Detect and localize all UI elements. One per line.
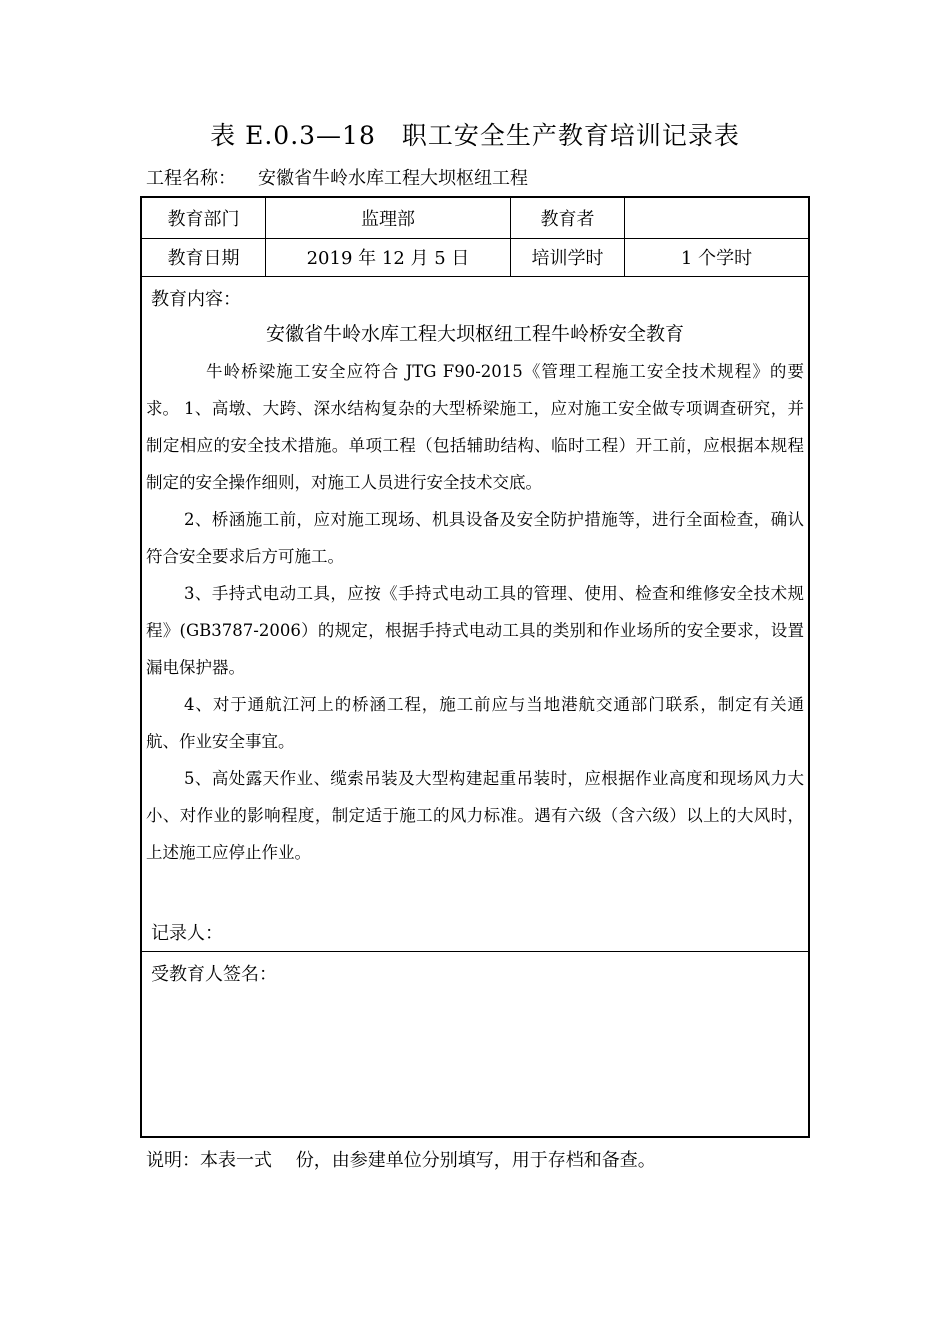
record-form-table [140,196,810,1138]
page-title: 表 E.0.3—18 职工安全生产教育培训记录表 [210,121,740,150]
education-content-label: 教育内容： [151,289,241,310]
content-paragraph: 牛岭桥梁施工安全应符合 JTG F90-2015《管理工程施工安全技术规程》的要求。 [146,362,804,418]
education-content-heading: 安徽省牛岭水库工程大坝枢纽工程牛岭桥安全教育 [265,323,684,345]
education-content-section [142,277,808,952]
form-note: 说明：本表一式 份，由参建单位分别填写，用于存档和备查。 [146,1150,656,1171]
project-name-value: 安徽省牛岭水库工程大坝枢纽工程 [258,168,528,189]
content-paragraph: 1、高墩、大跨、深水结构复杂的大型桥梁施工，应对施工安全做专项调查研究，并制定相应的安全技术措施。单项工程（包括辅助结构、临时工程）开工前，应根据本规程制定的安全操作细则，对施工人员进行安全技术交底。 [146,399,804,492]
education-date-label: 教育日期 [142,238,266,276]
table-row-department [142,198,808,239]
training-hours-value: 1 个学时 [680,248,753,269]
project-name-label: 工程名称： [146,168,236,189]
educator-label: 教育者 [511,198,625,238]
content-paragraph: 2、桥涵施工前，应对施工现场、机具设备及安全防护措施等，进行全面检查，确认符合安全要求后方可施工。 [146,510,804,566]
education-department-value: 监理部 [266,198,511,238]
educator-value [625,198,808,238]
education-date-value: 2019 年 12 月 5 日 [266,238,511,276]
education-department-label: 教育部门 [142,198,266,238]
project-name-line [146,164,528,190]
content-paragraph: 5、高处露天作业、缆索吊装及大型构建起重吊装时，应根据作业高度和现场风力大小、对作业的影响程度，制定适于施工的风力标准。遇有六级（含六级）以上的大风时，上述施工应停止作业。 [146,769,804,862]
content-paragraph: 4、对于通航江河上的桥涵工程，施工前应与当地港航交通部门联系，制定有关通航、作业安全事宜。 [146,695,804,751]
recorder-label: 记录人： [151,923,223,944]
table-row-date [142,238,808,277]
training-hours-label: 培训学时 [511,238,625,276]
content-paragraph: 3、手持式电动工具，应按《手持式电动工具的管理、使用、检查和维修安全技术规程》(GB3787-2006）的规定，根据手持式电动工具的类别和作业场所的安全要求，设置漏电保护器。 [146,584,804,677]
trainee-signature-label: 受教育人签名： [151,964,277,985]
